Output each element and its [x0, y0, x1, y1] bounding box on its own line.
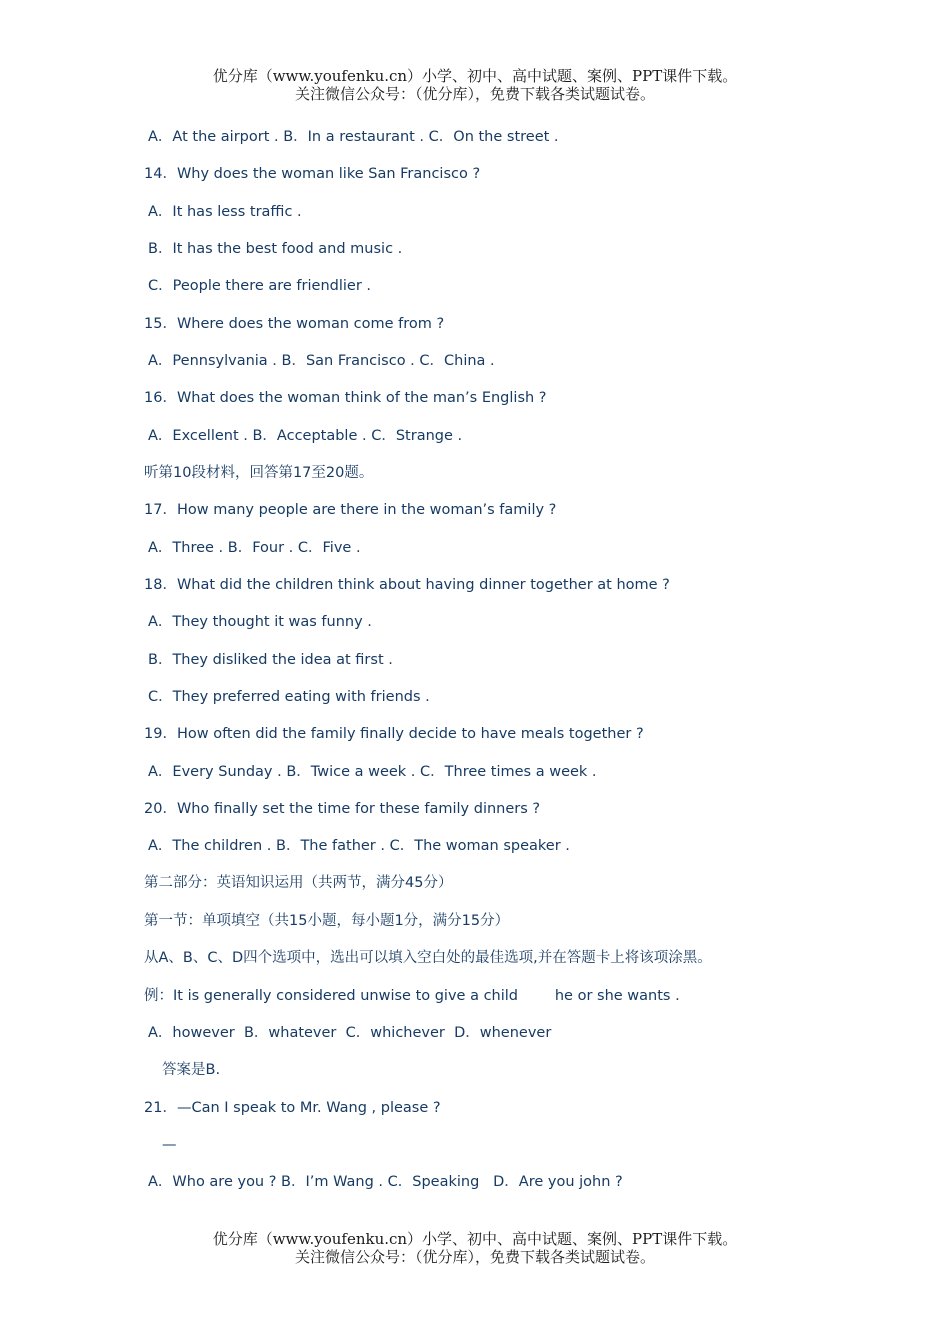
- q21-options: A．Who are you ? B．I’m Wang . C．Speaking D．Are you john ?: [148, 1174, 623, 1190]
- q17-question: 17．How many people are there in the woman’s family ?: [144, 502, 557, 518]
- section-instruction-10: 听第10段材料，回答第17至20题。: [144, 465, 374, 481]
- footer-line-1: 优分库（www.youfenku.cn）小学、初中、高中试题、案例、PPT课件下载。: [212, 1230, 738, 1248]
- q14-question: 14．Why does the woman like San Francisco ?: [144, 166, 481, 182]
- part-two-title: 第二部分：英语知识运用（共两节，满分45分）: [144, 875, 453, 891]
- q18-option-a: A．They thought it was funny .: [148, 614, 372, 630]
- q13-options: A．At the airport . B．In a restaurant . C．On the street .: [148, 129, 559, 145]
- q19-options: A．Every Sunday . B．Twice a week . C．Three times a week .: [148, 764, 597, 780]
- q15-question: 15．Where does the woman come from ?: [144, 316, 445, 332]
- q18-option-c: C．They preferred eating with friends .: [148, 689, 430, 705]
- q15-options: A．Pennsylvania . B．San Francisco . C．China .: [148, 353, 495, 369]
- page-footer: [0, 1230, 950, 1266]
- header-line-2: 关注微信公众号：（优分库），免费下载各类试题试卷。: [294, 85, 655, 103]
- section-one-instruction: 从A、B、C、D四个选项中，选出可以填入空白处的最佳选项,并在答题卡上将该项涂黑。: [144, 950, 712, 966]
- q18-option-b: B．They disliked the idea at first .: [148, 652, 393, 668]
- q16-options: A．Excellent . B．Acceptable . C．Strange .: [148, 428, 463, 444]
- q18-question: 18．What did the children think about having dinner together at home ?: [144, 577, 670, 593]
- q21-question: 21．—Can I speak to Mr. Wang , please ?: [144, 1100, 441, 1116]
- header-line-1: 优分库（www.youfenku.cn）小学、初中、高中试题、案例、PPT课件下载。: [212, 67, 738, 85]
- section-one-title: 第一节：单项填空（共15小题，每小题1分，满分15分）: [144, 913, 510, 929]
- footer-line-2: 关注微信公众号：（优分库），免费下载各类试题试卷。: [294, 1248, 655, 1266]
- page-header: [0, 67, 950, 103]
- q20-options: A．The children . B．The father . C．The woman speaker .: [148, 838, 570, 854]
- example-question: 例：It is generally considered unwise to give a child he or she wants .: [144, 988, 680, 1004]
- q16-question: 16．What does the woman think of the man’s English ?: [144, 390, 547, 406]
- q14-option-c: C．People there are friendlier .: [148, 278, 372, 294]
- example-answer: 答案是B.: [162, 1062, 221, 1078]
- example-options: A．however B．whatever C．whichever D．whenever: [148, 1025, 552, 1041]
- q14-option-a: A．It has less traffic .: [148, 204, 302, 220]
- q17-options: A．Three . B．Four . C．Five .: [148, 540, 361, 556]
- q21-response-dash: —: [162, 1137, 177, 1153]
- q19-question: 19．How often did the family finally decide to have meals together ?: [144, 726, 644, 742]
- q20-question: 20．Who finally set the time for these family dinners ?: [144, 801, 541, 817]
- q14-option-b: B．It has the best food and music .: [148, 241, 403, 257]
